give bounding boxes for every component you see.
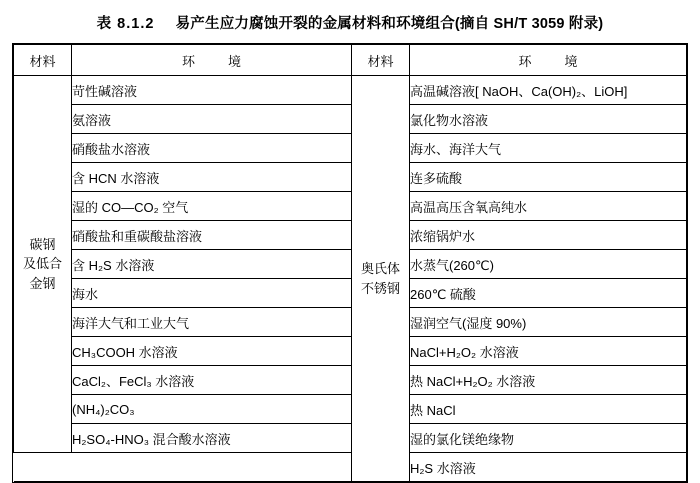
material-line: 不锈钢 [360,280,400,296]
table-row [14,279,687,308]
table-row [14,395,687,424]
empty-cell-left-material [14,453,352,482]
list-item: 热 NaCl+H₂O₂ 水溶液 [410,366,687,395]
header-environment-left: 环 境 [72,45,352,76]
list-item: 含 H₂S 水溶液 [72,250,352,279]
header-environment-right: 环 境 [410,45,687,76]
table-frame [12,43,688,483]
list-item: 湿的 CO—CO₂ 空气 [72,192,352,221]
table-caption-number: 表 8.1.2 [96,16,155,32]
list-item: (NH₄)₂CO₃ [72,395,352,424]
table-row [14,250,687,279]
list-item: 海水 [72,279,352,308]
list-item: CaCl₂、FeCl₃ 水溶液 [72,366,352,395]
list-item: 氯化物水溶液 [410,105,687,134]
material-cell-carbon-steel [14,76,72,453]
list-item: 硝酸盐水溶液 [72,134,352,163]
list-item: 海洋大气和工业大气 [72,308,352,337]
list-item: 海水、海洋大气 [410,134,687,163]
table-row [14,105,687,134]
material-line: 金钢 [29,275,56,291]
table-caption [0,0,700,43]
list-item: 高温碱溶液[ NaOH、Ca(OH)₂、LiOH] [410,76,687,105]
list-item: 含 HCN 水溶液 [72,163,352,192]
table-row [14,76,687,105]
table-row [14,163,687,192]
list-item: 浓缩锅炉水 [410,221,687,250]
table-row [14,134,687,163]
list-item: H₂S 水溶液 [410,453,687,482]
list-item: 湿润空气(湿度 90%) [410,308,687,337]
table-header-row [14,45,687,76]
material-cell-austenitic-stainless [352,76,410,482]
list-item: 苛性碱溶液 [72,76,352,105]
list-item: 260℃ 硫酸 [410,279,687,308]
header-material-right: 材料 [352,45,410,76]
list-item: 硝酸盐和重碳酸盐溶液 [72,221,352,250]
material-line: 碳钢 [29,236,56,252]
list-item: 水蒸气(260℃) [410,250,687,279]
material-line: 奥氏体 [360,261,400,276]
list-item: H₂SO₄-HNO₃ 混合酸水溶液 [72,424,352,453]
list-item: 湿的氯化镁绝缘物 [410,424,687,453]
table-row [14,192,687,221]
header-material-left: 材料 [14,45,72,76]
table-row [14,221,687,250]
list-item: 连多硫酸 [410,163,687,192]
ssc-material-environment-table [13,44,687,482]
material-line: 及低合 [22,256,62,272]
table-row [14,453,687,482]
table-row [14,366,687,395]
list-item: 热 NaCl [410,395,687,424]
table-row [14,337,687,366]
table-caption-text: 易产生应力腐蚀开裂的金属材料和环境组合(摘自 SH/T 3059 附录) [175,16,604,32]
table-row [14,424,687,453]
list-item: 氨溶液 [72,105,352,134]
table-row [14,308,687,337]
list-item: 高温高压含氧高纯水 [410,192,687,221]
list-item: CH₃COOH 水溶液 [72,337,352,366]
list-item: NaCl+H₂O₂ 水溶液 [410,337,687,366]
